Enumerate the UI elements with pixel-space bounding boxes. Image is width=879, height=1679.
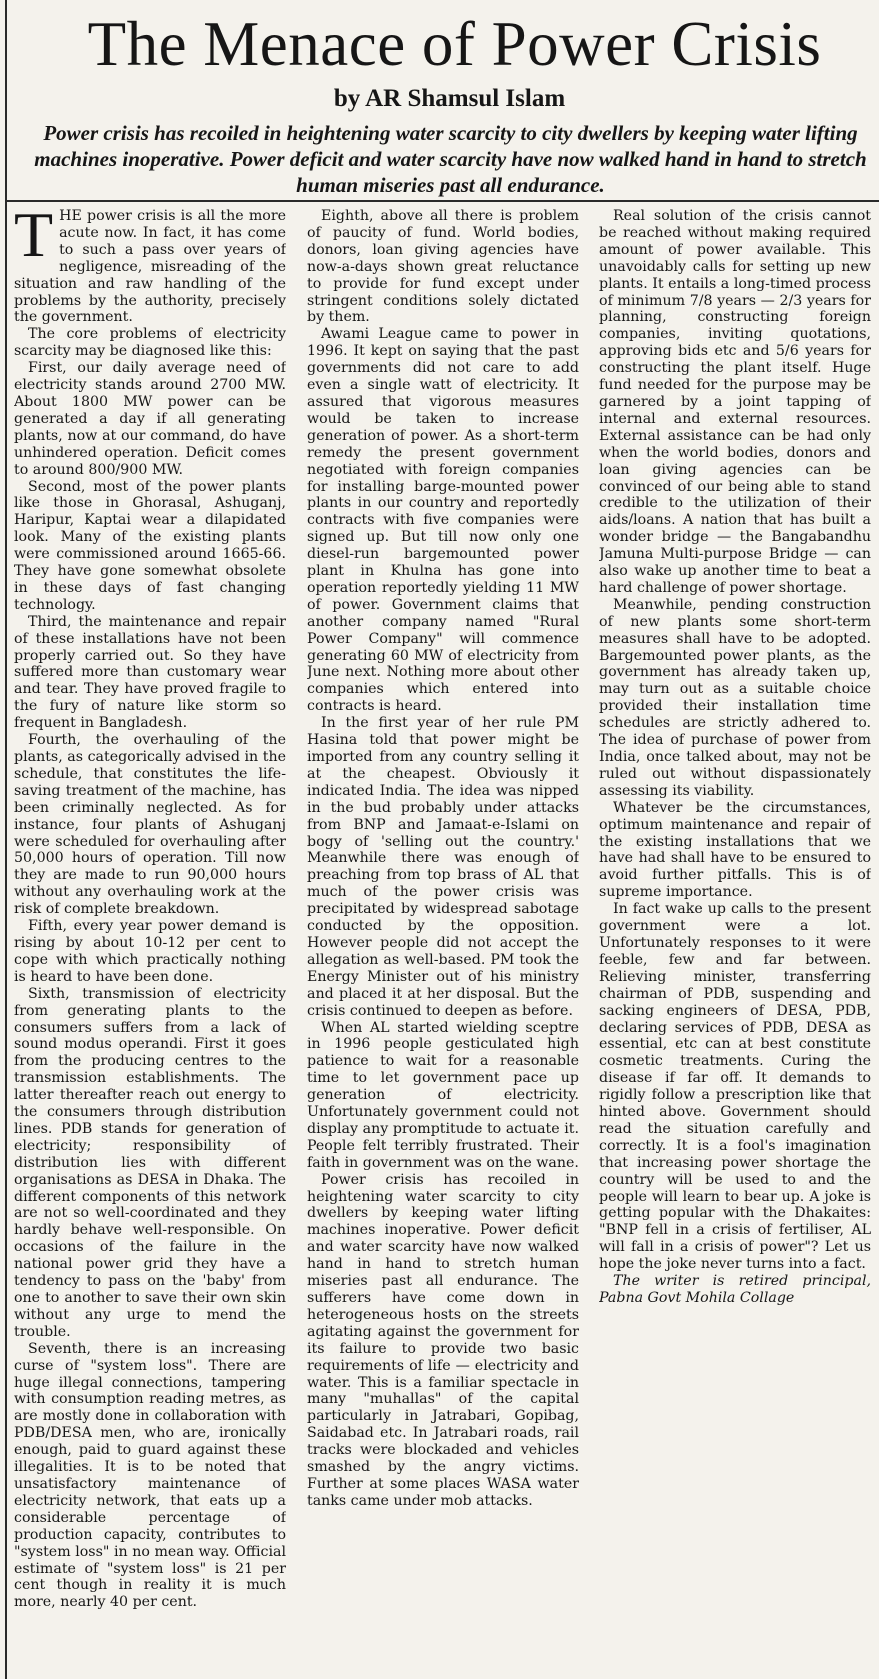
- paragraph: Power crisis has recoiled in heightening water scarcity to city dwellers by keeping water lifting machines inoperative. Power deficit and water scarcity have now walked hand in hand to stretch human miseries past all endurance. The sufferers have come down in heterogeneous hosts on the streets agitating against the government for its failure to provide two basic requirements of life — electricity and water. This is a familiar spectacle in many "muhallas" of the capital particularly in Jatrabari, Gopibag, Saidabad etc. In Jatrabari roads, rail tracks were blockaded and vehicles smashed by the angry victims. Further at some places WASA water tanks came under mob attacks.: [307, 1171, 579, 1509]
- paragraph: Second, most of the power plants like those in Ghorasal, Ashuganj, Haripur, Kaptai wear a dilapidated look. Many of the existing plants were commissioned around 1665-66. They have gone somewhat obsolete in these days of fast changing technology.: [14, 478, 286, 613]
- paragraph: Awami League came to power in 1996. It kept on saying that the past governments did not care to add even a single watt of electricity. It assured that vigorous measures would be taken to increase generation of power. As a short-term remedy the present government negotiated with foreign companies for installing barge-mounted power plants in our country and reportedly contracts with five companies were signed up. But till now only one diesel-run bargemounted power plant in Khulna has gone into operation reportedly yielding 11 MW of power. Government claims that another company named "Rural Power Company" will commence generating 60 MW of electricity from June next. Nothing more about other companies which entered into contracts is heard.: [307, 326, 579, 715]
- paragraph: Fifth, every year power demand is rising by about 10-12 per cent to cope with which practically nothing is heard to have been done.: [14, 918, 286, 985]
- paragraph: Third, the maintenance and repair of these installations have not been properly carried out. So they have suffered more than customary wear and tear. They have proved fragile to the fury of nature like storm so frequent in Bangladesh.: [14, 613, 286, 732]
- paragraph: Whatever be the circumstances, optimum maintenance and repair of the existing installations that we have had shall have to be ensured to avoid further pitfalls. This is of supreme importance.: [599, 799, 871, 901]
- paragraph-text: HE power crisis is all the more acute now. In fact, it has come to such a pass over years of negligence, misreading of the situation and raw handling of the problems by the authority, precisely the government.: [14, 208, 286, 326]
- paragraph: Sixth, transmission of electricity from generating plants to the consumers suffers from a lack of sound modus operandi. First it goes from the producing centres to the transmission establishments. The latter thereafter reach out energy to the consumers through distribution lines. PDB stands for generation of electricity; responsibility of distribution lies with different organisations as DESA in Dhaka. The different components of this network are not so well-coordinated and they hardly behave well-responsible. On occasions of the failure in the national power grid they have a tendency to pass on the 'baby' from one to another to save their own skin without any urge to mend the trouble.: [14, 985, 286, 1340]
- paragraph: Fourth, the overhauling of the plants, as categorically advised in the schedule, that constitutes the life-saving treatment of the machine, has been criminally neglected. As for instance, four plants of Ashuganj were scheduled for overhauling after 50,000 hours of operation. Till now they are made to run 90,000 hours without any overhauling work at the risk of complete breakdown.: [14, 732, 286, 918]
- column-3: [599, 208, 871, 1672]
- paragraph: [14, 208, 286, 326]
- paragraph: In fact wake up calls to the present government were a lot. Unfortunately responses to it were feeble, few and far between. Relieving minister, transferring chairman of PDB, suspending and sacking engineers of DESA, PDB, declaring services of PDB, DESA as essential, etc can at best constitute cosmetic treatments. Curing the disease if far off. It demands to rigidly follow a prescription like that hinted above. Government should read the situation carefully and correctly. It is a fool's imagination that increasing power shortage the country will be used to and the people will learn to bear up. A joke is getting popular with the Dhakaites: "BNP fell in a crisis of fertiliser, AL will fall in a crisis of power"? Let us hope the joke never turns into a fact.: [599, 901, 871, 1273]
- paragraph: In the first year of her rule PM Hasina told that power might be imported from any country selling it at the cheapest. Obviously it indicated India. The idea was nipped in the bud probably under attacks from BNP and Jamaat-e-Islami on bogy of 'selling out the country.' Meanwhile there was enough of preaching from top brass of AL that much of the power crisis was precipitated by widespread sabotage conducted by the opposition. However people did not accept the allegation as well-based. PM took the Energy Minister out of his ministry and placed it at her disposal. But the crisis continued to deepen as before.: [307, 715, 579, 1019]
- paragraph: First, our daily average need of electricity stands around 2700 MW. About 1800 MW power can be generated a day if all generating plants, now at our command, do have unhindered operation. Deficit comes to around 800/900 MW.: [14, 360, 286, 478]
- left-border-rule: [5, 0, 7, 1679]
- paragraph: Meanwhile, pending construction of new plants some short-term measures shall have to be adopted. Bargemounted power plants, as the government has already taken up, may turn out as a suitable choice provided their installation time schedules are strictly adhered to. The idea of purchase of power from India, once talked about, may not be ruled out without dispassionately assessing its viability.: [599, 596, 871, 799]
- paragraph: The core problems of electricity scarcity may be diagnosed like this:: [14, 326, 286, 360]
- paragraph: Seventh, there is an increasing curse of "system loss". There are huge illegal connections, tampering with consumption reading metres, as are mostly done in collaboration with PDB/DESA men, who are, ironically enough, paid to guard against these illegalities. It is to be noted that unsatisfactory maintenance of electricity network, that eats up a considerable percentage of production capacity, contributes to "system loss" in no mean way. Official estimate of "system loss" is 21 per cent though in reality it is much more, nearly 40 per cent.: [14, 1340, 286, 1611]
- article-deck: Power crisis has recoiled in heightening water scarcity to city dwellers by keeping water lifting machines inoperative. Power deficit and water scarcity have now walked hand in hand to stretch human miseries past all endurance.: [34, 121, 867, 197]
- deck-divider: [7, 200, 879, 202]
- paragraph: Eighth, above all there is problem of paucity of fund. World bodies, donors, loan giving agencies have now-a-days shown great reluctance to provide for fund except under stringent conditions solely dictated by them.: [307, 208, 579, 326]
- column-2: [307, 208, 579, 1672]
- article-body: [14, 208, 879, 1672]
- author-credit: The writer is retired principal, Pabna Govt Mohila Collage: [599, 1273, 871, 1306]
- article-title: The Menace of Power Crisis: [87, 9, 822, 79]
- paragraph: When AL started wielding sceptre in 1996 people gesticulated high patience to wait for a reasonable time to let government pace up generation of electricity. Unfortunately government could not display any promptitude to actuate it. People felt terribly frustrated. Their faith in government was on the wane.: [307, 1019, 579, 1171]
- byline: by AR Shamsul Islam: [333, 85, 566, 112]
- column-1: [14, 208, 286, 1672]
- drop-cap: T: [14, 208, 54, 270]
- paragraph: Real solution of the crisis cannot be reached without making required amount of power available. This unavoidably calls for setting up new plants. It entails a long-timed process of minimum 7/8 years — 2/3 years for planning, constructing foreign companies, inviting quotations, approving bids etc and 5/6 years for constructing the plant itself. Huge fund needed for the purpose may be garnered by a joint tapping of internal and external resources. External assistance can be had only when the world bodies, donors and loan giving agencies can be convinced of our being able to stand credible to the utilization of their aids/loans. A nation that has built a wonder bridge — the Bangabandhu Jamuna Multi-purpose Bridge — can also wake up another time to beat a hard challenge of power shortage.: [599, 208, 871, 596]
